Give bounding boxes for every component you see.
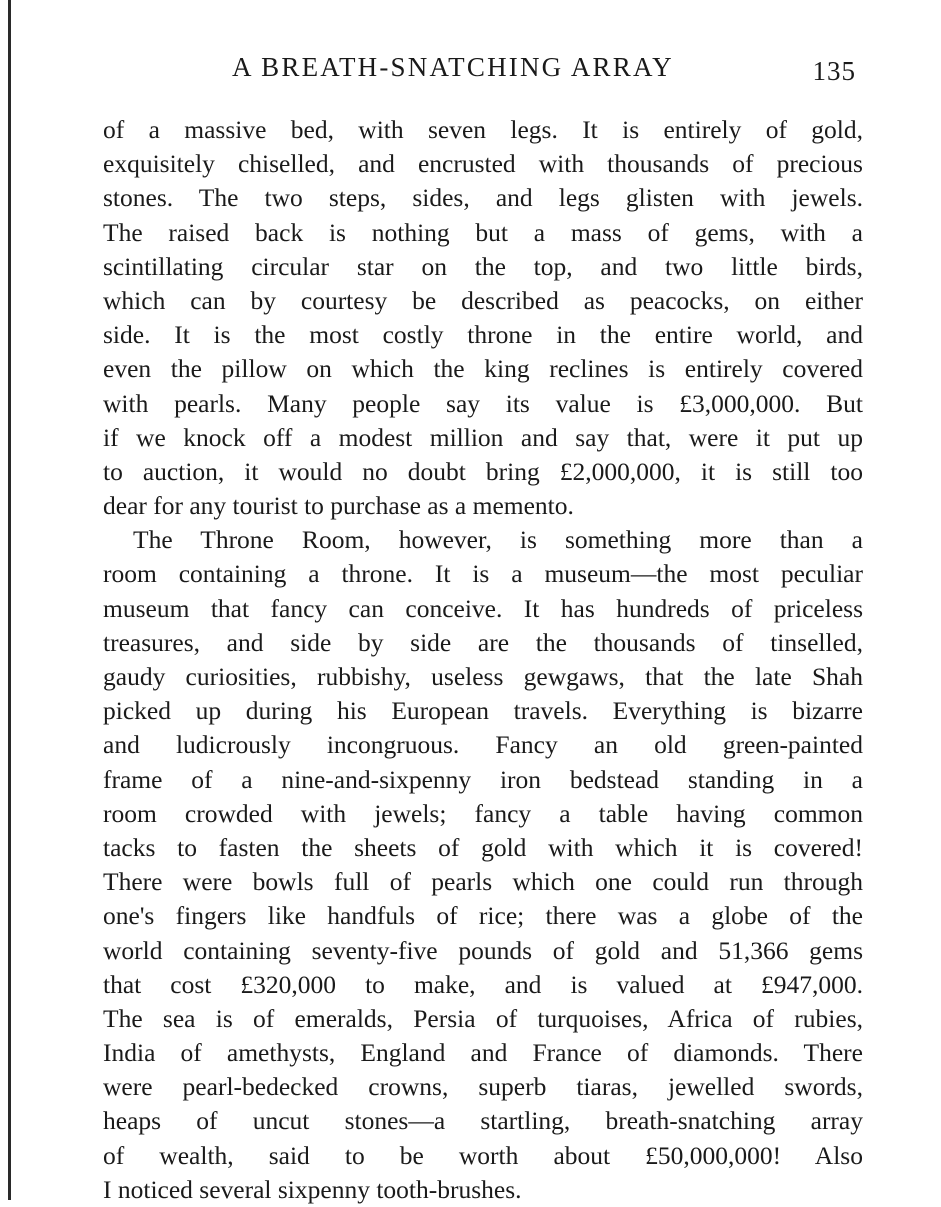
text-line: that cost £320,000 to make, and is valued at £947,000. (103, 969, 863, 999)
text-line: room containing a throne. It is a museum—the most peculiar (103, 559, 863, 589)
text-line: heaps of uncut stones—a startling, breath-snatching array (103, 1106, 863, 1136)
page-edge-rule (8, 0, 11, 1200)
text-line: museum that fancy can conceive. It has hundreds of priceless (103, 593, 863, 623)
text-line: There were bowls full of pearls which one could run through (103, 867, 863, 897)
text-line: which can by courtesy be described as peacocks, on either (103, 285, 863, 315)
text-line: room crowded with jewels; fancy a table having common (103, 798, 863, 828)
paragraph (103, 113, 863, 523)
text-line: dear for any tourist to purchase as a memento. (103, 491, 574, 521)
text-line: India of amethysts, England and France of diamonds. There (103, 1038, 863, 1068)
text-line: frame of a nine-and-sixpenny iron bedstead standing in a (103, 764, 863, 794)
text-line: of wealth, said to be worth about £50,000,000! Also (103, 1140, 863, 1170)
text-line: side. It is the most costly throne in the entire world, and (103, 320, 863, 350)
running-head: A BREATH-SNATCHING ARRAY (232, 52, 674, 82)
text-line: The Throne Room, however, is something more than a (133, 525, 863, 555)
text-line: stones. The two steps, sides, and legs glisten with jewels. (103, 183, 863, 213)
text-line: even the pillow on which the king reclines is entirely covered (103, 354, 863, 384)
text-line: with pearls. Many people say its value is £3,000,000. But (103, 388, 863, 418)
text-line: tacks to fasten the sheets of gold with which it is covered! (103, 832, 863, 862)
body-text (103, 113, 863, 1207)
text-line: gaudy curiosities, rubbishy, useless gewgaws, that the late Shah (103, 662, 863, 691)
text-line: treasures, and side by side are the thousands of tinselled, (103, 627, 863, 657)
text-line: The raised back is nothing but a mass of gems, with a (103, 217, 863, 247)
text-line: and ludicrously incongruous. Fancy an old green-painted (103, 730, 863, 760)
paragraph (103, 523, 863, 1207)
text-line: if we knock off a modest million and say that, were it put up (103, 422, 863, 452)
text-line: picked up during his European travels. Everything is bizarre (103, 696, 863, 726)
text-line: to auction, it would no doubt bring £2,000,000, it is still too (103, 456, 863, 486)
text-line: exquisitely chiselled, and encrusted with thousands of precious (103, 149, 863, 179)
text-line: one's fingers like handfuls of rice; there was a globe of the (103, 901, 863, 931)
text-line: of a massive bed, with seven legs. It is entirely of gold, (103, 115, 863, 144)
text-line: were pearl-bedecked crowns, superb tiaras, jewelled swords, (103, 1072, 863, 1102)
text-line: I noticed several sixpenny tooth-brushes. (103, 1174, 522, 1204)
text-line: scintillating circular star on the top, and two little birds, (103, 251, 863, 281)
text-line: world containing seventy-five pounds of gold and 51,366 gems (103, 935, 863, 965)
text-line: The sea is of emeralds, Persia of turquoises, Africa of rubies, (103, 1003, 863, 1033)
page-header (0, 52, 941, 96)
page-number: 135 (812, 56, 856, 86)
